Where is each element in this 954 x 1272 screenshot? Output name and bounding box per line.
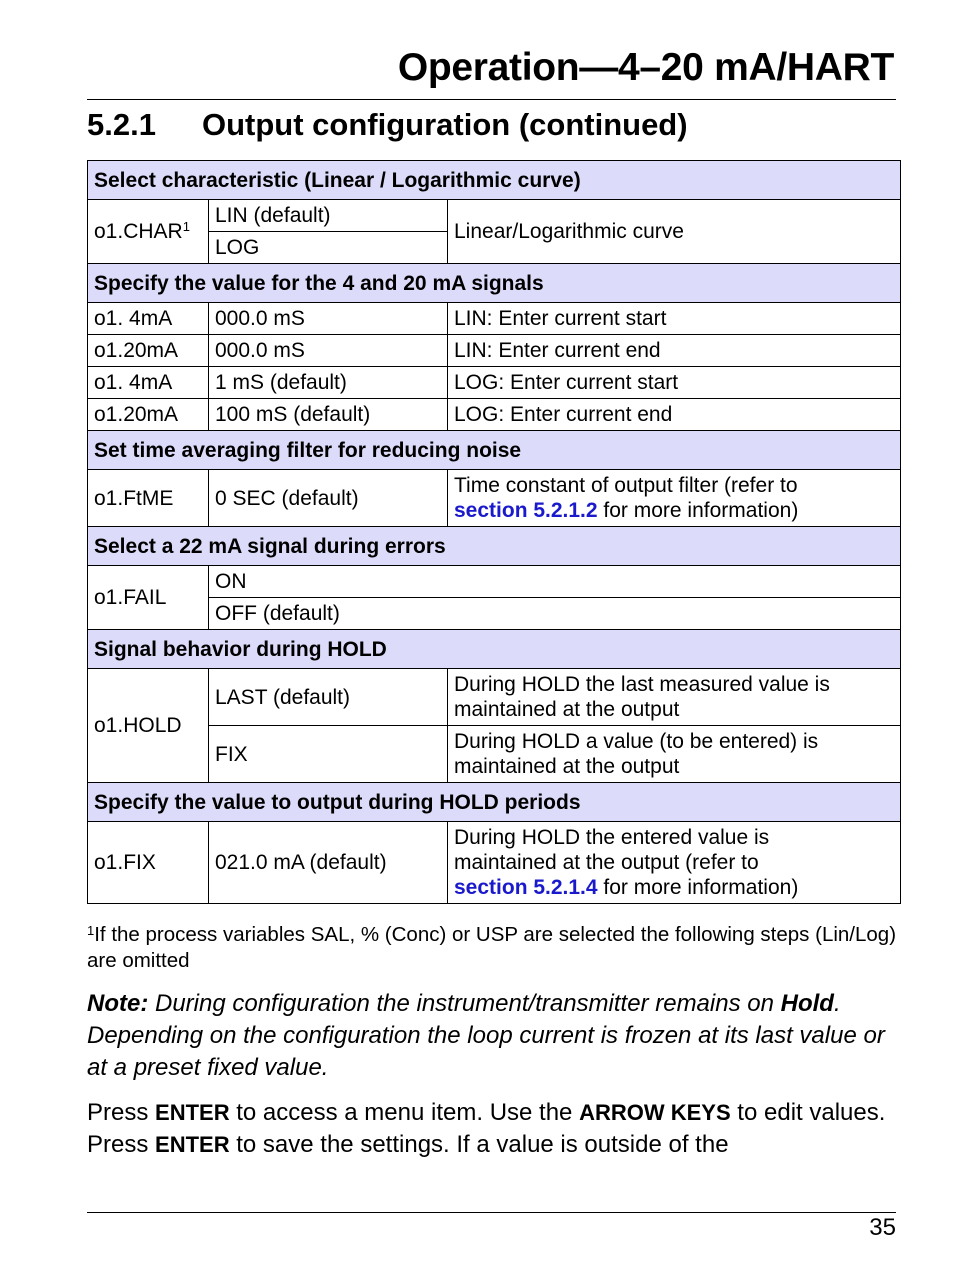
- instruction-text: to edit values. Press: [87, 1099, 886, 1158]
- param-cell: o1. 4mA: [88, 303, 209, 335]
- key-name: ARROW KEYS: [579, 1100, 731, 1125]
- value-cell: 1 mS (default): [209, 367, 448, 399]
- output-config-table: [87, 160, 901, 904]
- hold-heading: Signal behavior during HOLD: [88, 630, 901, 669]
- table-group-header: [88, 264, 901, 303]
- value-cell: 000.0 mS: [209, 335, 448, 367]
- table-row: [88, 470, 901, 527]
- table-row: [88, 200, 901, 232]
- signals-heading: Specify the value for the 4 and 20 mA signals: [88, 264, 901, 303]
- footnote-ref: 1: [182, 219, 190, 234]
- description-text: for more information): [597, 876, 799, 899]
- key-name: ENTER: [155, 1100, 230, 1125]
- section-heading: [87, 107, 688, 143]
- table-row: [88, 399, 901, 431]
- table-row: [88, 726, 901, 783]
- param-cell: o1.20mA: [88, 399, 209, 431]
- table-group-header: [88, 527, 901, 566]
- table-group-header: [88, 630, 901, 669]
- param-cell: [88, 200, 209, 264]
- table-row: [88, 822, 901, 904]
- param-cell: o1.FIX: [88, 822, 209, 904]
- instruction-text: Press: [87, 1099, 156, 1126]
- description-text: Time constant of output filter (refer to: [454, 474, 798, 497]
- instructions-paragraph: [87, 1097, 899, 1161]
- section-link[interactable]: section 5.2.1.4: [454, 876, 598, 899]
- value-cell: LIN (default): [209, 200, 448, 232]
- table-group-header: [88, 783, 901, 822]
- characteristic-heading: Select characteristic (Linear / Logarithmic curve): [88, 161, 901, 200]
- table-row: [88, 303, 901, 335]
- table-group-header: [88, 431, 901, 470]
- description-cell: LOG: Enter current start: [448, 367, 901, 399]
- chapter-title: Operation—4–20 mA/HART: [397, 46, 894, 89]
- footer-rule: [87, 1212, 896, 1213]
- param-cell: o1. 4mA: [88, 367, 209, 399]
- param-name: o1.CHAR: [94, 220, 183, 243]
- description-text: for more information): [597, 499, 799, 522]
- value-cell: FIX: [209, 726, 448, 783]
- description-cell: During HOLD the last measured value is maintained at the output: [448, 669, 901, 726]
- fail-heading: Select a 22 mA signal during errors: [88, 527, 901, 566]
- param-cell: o1.FAIL: [88, 566, 209, 630]
- value-cell: 021.0 mA (default): [209, 822, 448, 904]
- table-row: [88, 669, 901, 726]
- description-cell: LIN: Enter current start: [448, 303, 901, 335]
- note-hold: Hold: [780, 990, 834, 1017]
- description-cell: LIN: Enter current end: [448, 335, 901, 367]
- value-cell: 000.0 mS: [209, 303, 448, 335]
- page-number: 35: [869, 1214, 896, 1241]
- section-link[interactable]: section 5.2.1.2: [454, 499, 598, 522]
- description-cell: During HOLD a value (to be entered) is maintained at the output: [448, 726, 901, 783]
- table-row: [88, 598, 901, 630]
- param-cell: o1.FtME: [88, 470, 209, 527]
- description-text: During HOLD the entered value is: [454, 826, 770, 849]
- footnote-text: If the process variables SAL, % (Conc) or USP are selected the following steps (Lin/Log) are omitted: [87, 923, 897, 972]
- table-group-header: [88, 161, 901, 200]
- section-title: Output configuration (continued): [202, 107, 688, 142]
- param-cell: o1.20mA: [88, 335, 209, 367]
- footnote-mark: 1: [87, 923, 95, 938]
- title-rule: [87, 99, 896, 100]
- note-label: Note:: [87, 990, 149, 1017]
- description-cell: [448, 822, 901, 904]
- table-row: [88, 335, 901, 367]
- footnote: [87, 922, 899, 974]
- note-paragraph: [87, 988, 899, 1084]
- filter-heading: Set time averaging filter for reducing noise: [88, 431, 901, 470]
- table-row: [88, 566, 901, 598]
- key-name: ENTER: [155, 1132, 230, 1157]
- value-cell: ON: [209, 566, 901, 598]
- note-text: . Depending on the configuration the loop current is frozen at its last value or at a preset fixed value.: [87, 990, 885, 1081]
- value-cell: LAST (default): [209, 669, 448, 726]
- value-cell: OFF (default): [209, 598, 901, 630]
- value-cell: LOG: [209, 232, 448, 264]
- description-cell: Linear/Logarithmic curve: [448, 200, 901, 264]
- note-text: During configuration the instrument/transmitter remains on: [148, 990, 781, 1017]
- section-number: 5.2.1: [87, 107, 156, 142]
- param-cell: o1.HOLD: [88, 669, 209, 783]
- value-cell: 100 mS (default): [209, 399, 448, 431]
- instruction-text: to save the settings. If a value is outside of the: [229, 1131, 729, 1158]
- value-cell: 0 SEC (default): [209, 470, 448, 527]
- description-text: maintained at the output (refer to: [454, 851, 759, 874]
- description-cell: LOG: Enter current end: [448, 399, 901, 431]
- description-cell: [448, 470, 901, 527]
- table-row: [88, 367, 901, 399]
- instruction-text: to access a menu item. Use the: [229, 1099, 580, 1126]
- fix-heading: Specify the value to output during HOLD periods: [88, 783, 901, 822]
